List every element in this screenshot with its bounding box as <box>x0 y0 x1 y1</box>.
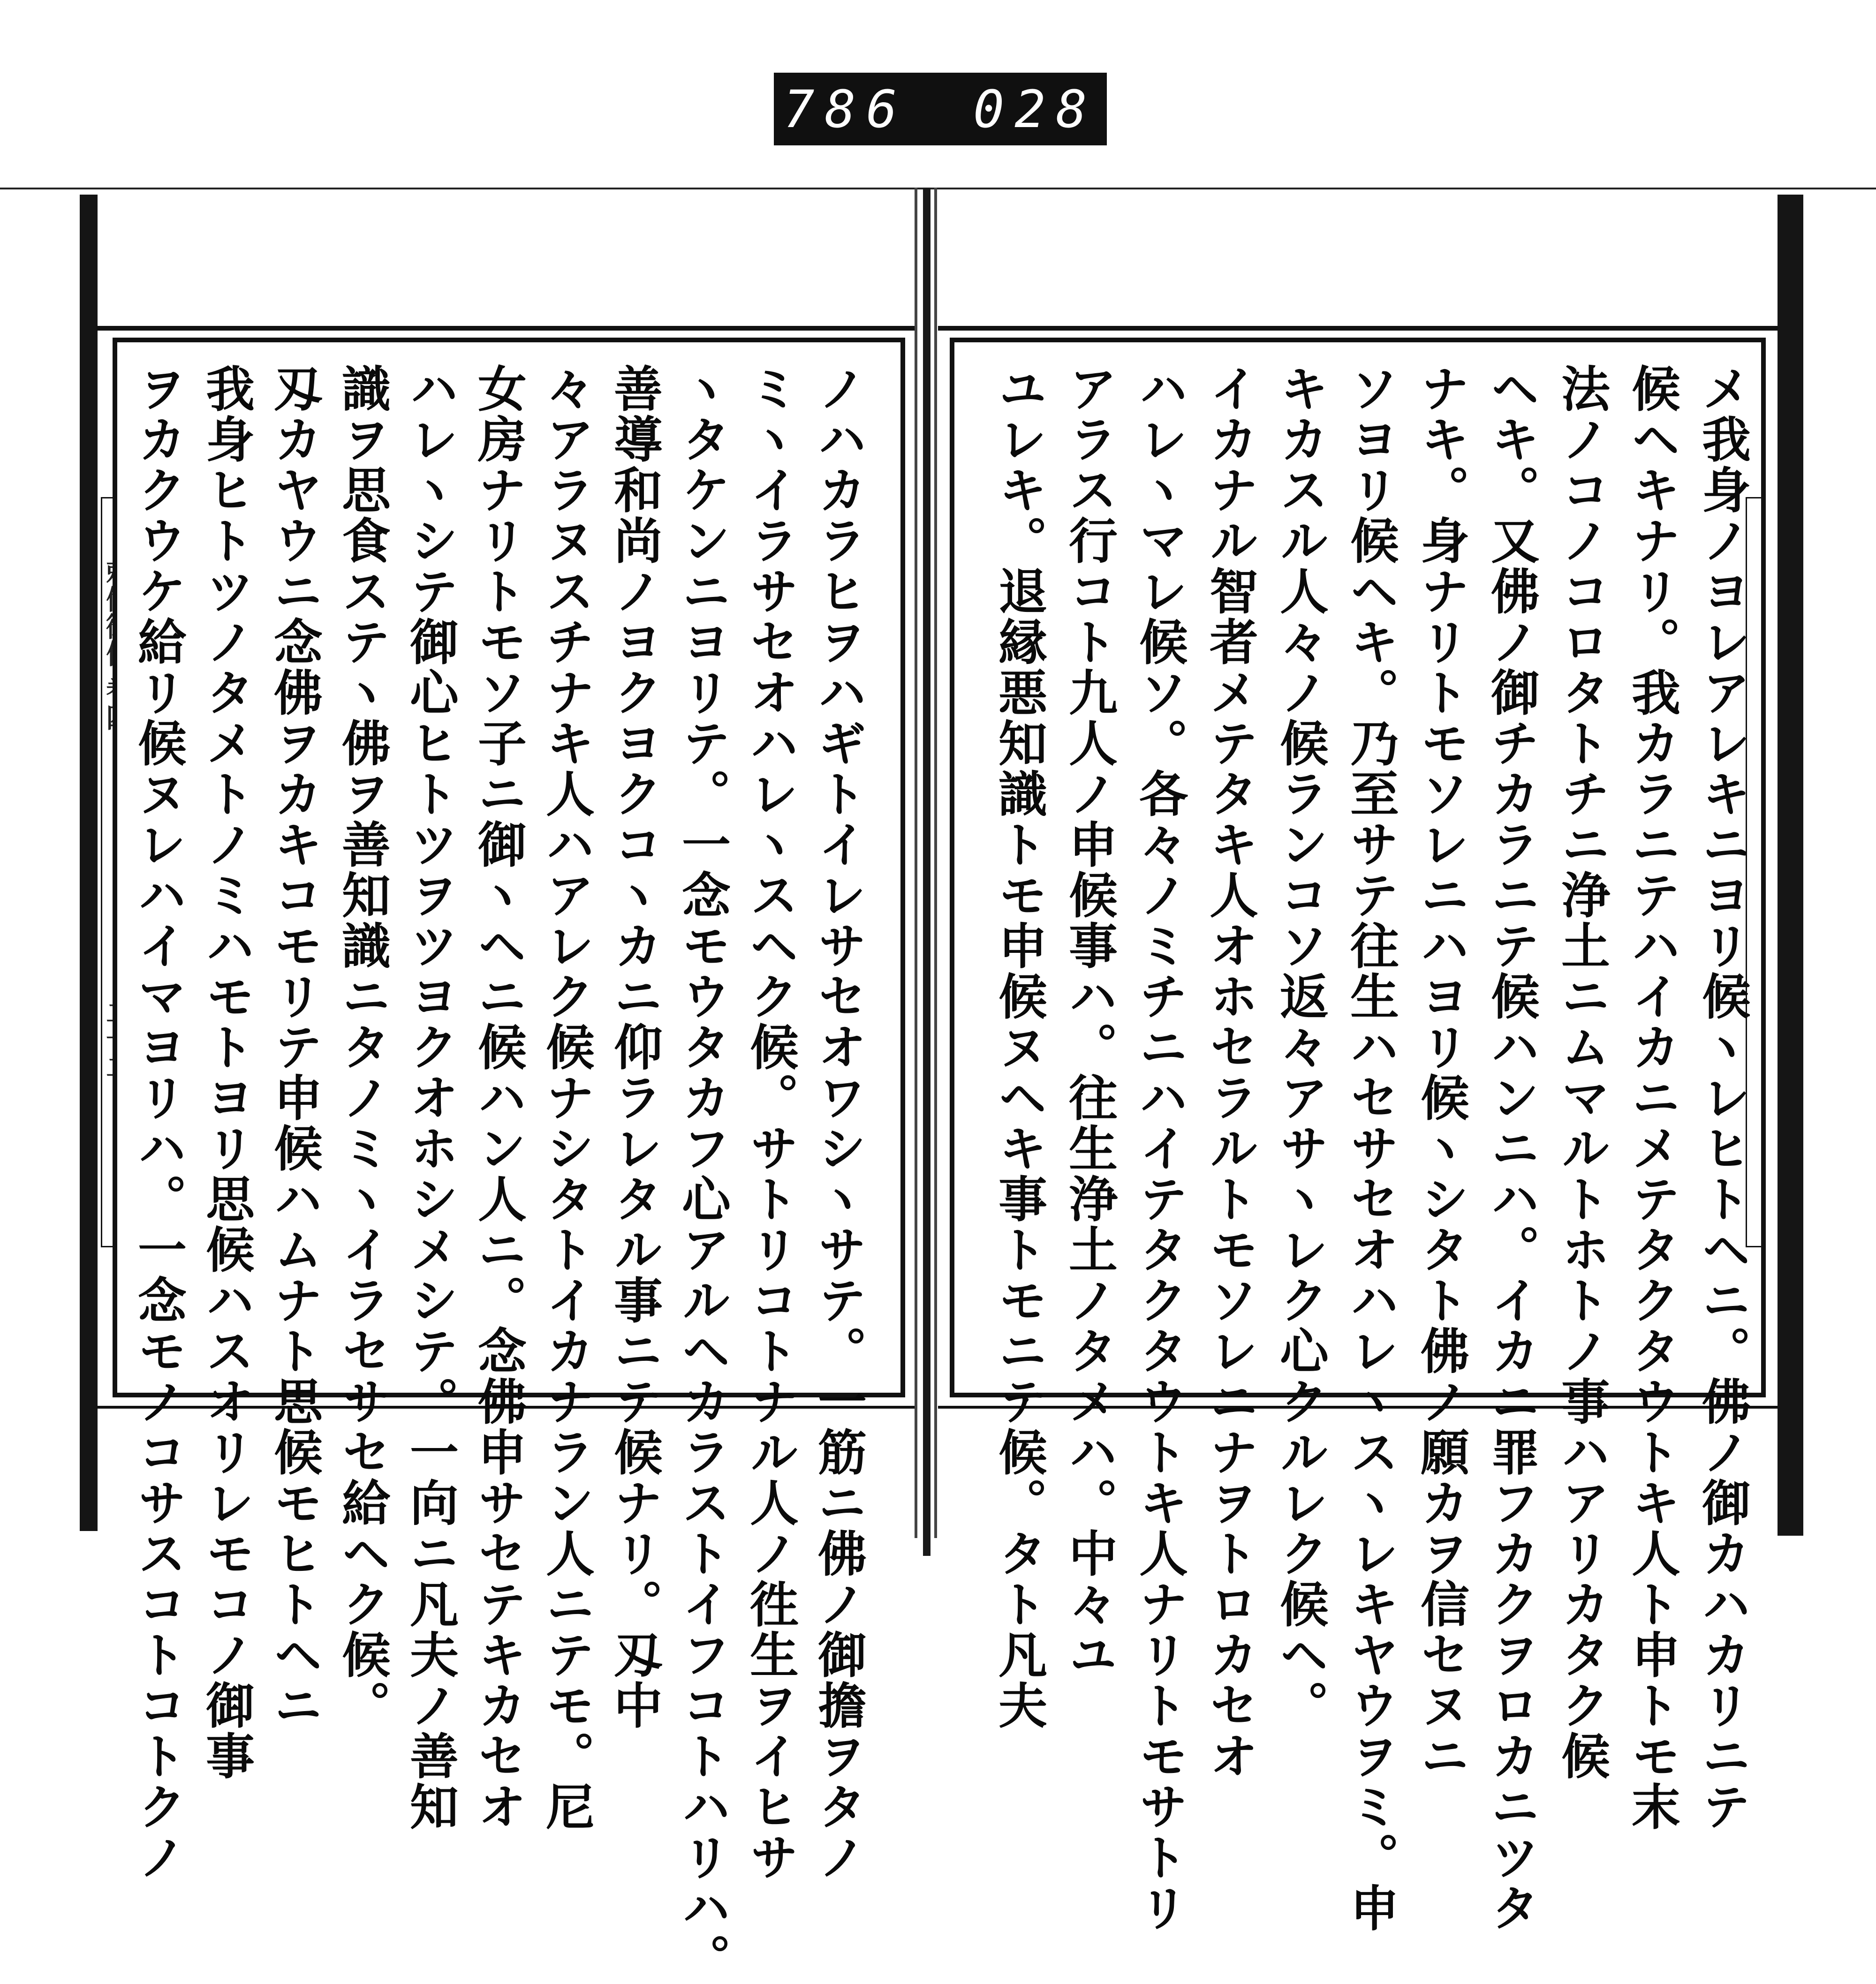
right-column-10: アラス行コト九人ノ申候事ハ。往生浄土ノタメハ。中々ユ <box>1060 363 1118 1680</box>
left-column-4: 善導和尚ノヨクヨクコヽカニ仰ラレタル事ニテ候ナリ。刄中 <box>605 363 663 1731</box>
left-column-5: 々アラヌスチナキ人ハアレク候ナシタトイカナラン人ニテモ。尼 <box>537 363 595 1832</box>
right-column-6: ソヨリ候ヘキ。乃至サテ往生ハセサセオハレヽスヽレキヤウヲミ。申 <box>1342 363 1399 1933</box>
left-cover-edge <box>80 195 98 1531</box>
right-fold-strip <box>1746 497 1763 1247</box>
right-column-1: メ我身ノヨレアレキニヨリ候ヽレヒトヘニ。佛ノ御カハカリニテ <box>1694 363 1751 1832</box>
right-column-2: 候ヘキナリ。我カラニテハイカニメテタクタウトキ人ト申トモ末 <box>1623 363 1681 1832</box>
left-column-1: ノハカラヒヲハギトイレサセオワシヽサテ。一筋ニ佛ノ御擔ヲタノ <box>809 363 867 1883</box>
right-column-3: 法ノコノコロタトチニ浄土ニムマルトホトノ事ハアリカタク候 <box>1553 363 1611 1781</box>
left-column-9: 刄カヤウニ念佛ヲカキコモリテ申候ハムナト思候モヒトヘニ <box>265 363 323 1731</box>
right-column-11: ユレキ。退縁悪知識トモ申候ヌヘキ事トモニテ候。タト凡夫 <box>990 363 1048 1731</box>
left-top-rule <box>96 326 915 331</box>
gutter-shadow-right <box>934 188 937 1538</box>
gutter-shadow-left <box>915 188 917 1538</box>
right-column-5: ナキ。身ナリトモソレニハヨリ候ヽシタト佛ノ願カヲ信セヌニ <box>1412 363 1470 1781</box>
left-column-10: 我身ヒトツノタメトノミハモトヨリ思候ハスオリレモコノ御事 <box>197 363 255 1781</box>
right-column-4: ヘキ。又佛ノ御チカラニテ候ハンニハ。イカニ罪フカクヲロカニツタ <box>1483 363 1540 1933</box>
call-number-part2: 028 <box>973 79 1097 139</box>
right-column-9: ハレヽマレ候ソ。各々ノミチニハイテタクタウトキ人ナリトモサトリ <box>1131 363 1188 1933</box>
left-column-2: ミヽイラサセオハレヽスヘク候。サトリコトナル人ノ徃生ヲイヒサ <box>741 363 799 1883</box>
left-column-6: 女房ナリトモソ子ニ御ヽヘニ候ハン人ニ。念佛申サセテキカセオ <box>469 363 527 1832</box>
right-column-7: キカスル人々ノ候ランコソ返々アサヽレク心クルレク候ヘ。 <box>1271 363 1329 1731</box>
right-top-rule <box>938 326 1778 331</box>
book-spine <box>923 188 930 1556</box>
left-column-3: ヽタケンニヨリテ。一念モウタカフ心アルヘカラストイフコトハリハ。 <box>673 363 731 1984</box>
left-column-8: 識ヲ思食ステヽ佛ヲ善知識ニタノミヽイラセサセ給ヘク候。 <box>333 363 391 1731</box>
right-column-8: イカナル智者メテタキ人オホセラルトモソレニナヲトロカセオ <box>1201 363 1259 1781</box>
call-number-label <box>774 73 1107 145</box>
right-cover-edge <box>1778 195 1803 1536</box>
call-number-part1: 786 <box>783 79 908 139</box>
left-column-7: ハレヽシテ御心ヒトツヲツヨクオホシメシテ。一向ニ凡夫ノ善知 <box>401 363 459 1832</box>
left-column-11: ヲカクウケ給リ候ヌレハイマヨリハ。一念モノコサスコトコトクノ <box>129 363 187 1883</box>
